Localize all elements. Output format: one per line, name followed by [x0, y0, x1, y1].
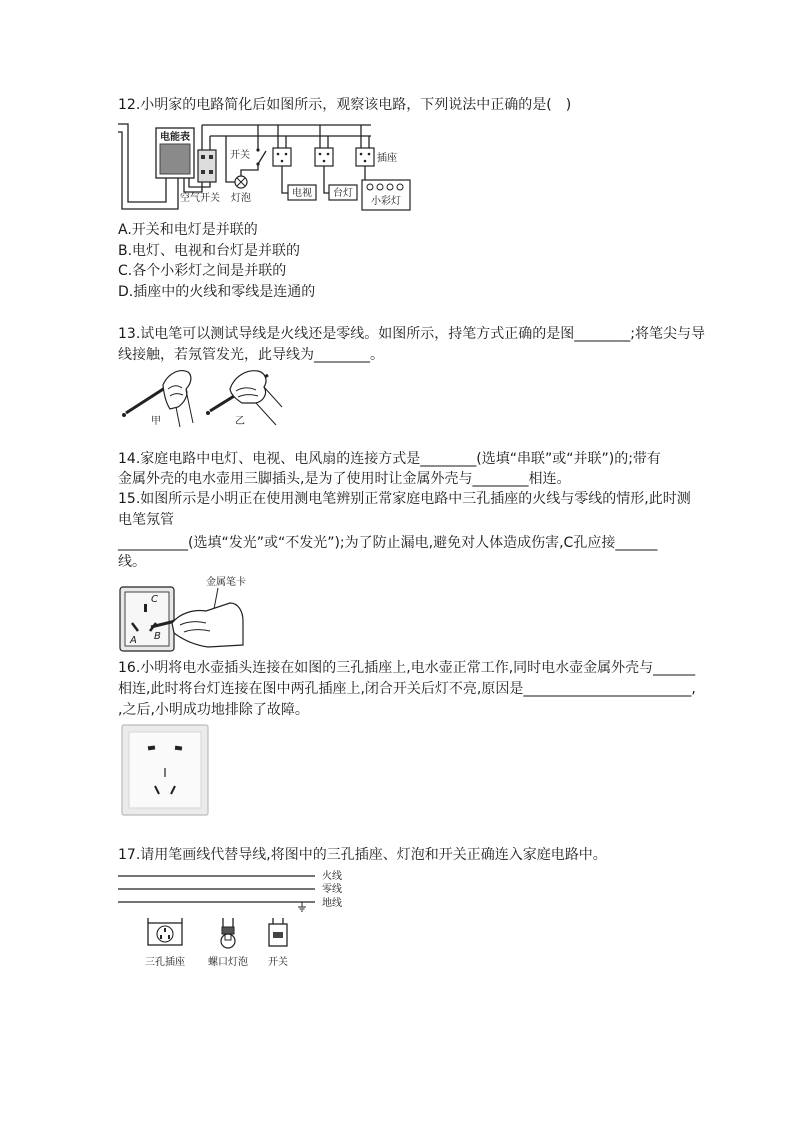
switch-label: 开关 — [230, 150, 250, 161]
bulb-screw-base — [222, 927, 234, 934]
question-16-stem: 16.小明将电水壶插头连接在如图的三孔插座上,电水壶正常工作,同时电水壶金属外壳与______ — [118, 660, 696, 676]
socket-label: 三孔插座 — [145, 957, 185, 968]
pen-tip — [122, 413, 126, 417]
string-lights-label: 小彩灯 — [371, 196, 401, 207]
figure-label-jia: 甲 — [151, 416, 161, 427]
mini-bulb-icon — [367, 184, 373, 190]
socket-hole — [360, 153, 363, 156]
question-14-stem: 14.家庭电路中电灯、电视、电风扇的连接方式是________(选填“串联”或“并联”)的;带有 — [118, 451, 661, 467]
option-c: C.各个小彩灯之间是并联的 — [118, 263, 287, 279]
leader-line — [214, 588, 218, 609]
energy-meter-display — [160, 144, 190, 174]
bulb-label: 螺口灯泡 — [208, 957, 248, 968]
question-15-stem: __________(选填“发光”或“不发光”);为了防止漏电,避免对人体造成伤害,C孔应接______ — [118, 535, 658, 551]
mini-bulb-icon — [397, 184, 403, 190]
tv-cord — [282, 166, 288, 193]
question-12-stem: 12.小明家的电路简化后如图所示，观察该电路，下列说法中正确的是( ) — [118, 97, 572, 113]
question-16-stem: 相连,此时将台灯连接在图中两孔插座上,闭合开关后灯不亮,原因是________________________, — [118, 681, 696, 697]
socket-hole — [281, 160, 284, 163]
screw-bulb-icon — [221, 934, 235, 948]
socket-hole — [323, 160, 326, 163]
figure-label-yi: 乙 — [235, 416, 245, 427]
option-d: D.插座中的火线和零线是连通的 — [118, 284, 316, 300]
mini-bulb-icon — [377, 184, 383, 190]
air-switch-terminal — [209, 155, 213, 159]
question-15-stem: 线。 — [118, 554, 146, 570]
hole-label-b: B — [154, 631, 161, 642]
socket-hole — [160, 935, 162, 939]
question-13-stem: 线接触，若氖管发光，此导线为________。 — [118, 347, 384, 363]
switch-contact — [256, 148, 259, 151]
switch-to-bulb-wire — [241, 164, 258, 176]
socket-icon — [273, 148, 291, 166]
socket-label: 插座 — [377, 153, 397, 164]
q17-wiring-figure — [118, 866, 348, 970]
ground-symbol-icon — [298, 902, 306, 911]
socket-icon — [315, 148, 333, 166]
outlet-hole — [164, 768, 166, 777]
socket-icon — [356, 148, 374, 166]
socket-hole — [285, 153, 288, 156]
q15-socket-pen-figure — [118, 573, 248, 655]
switch-label: 开关 — [268, 957, 288, 968]
air-switch-box — [198, 150, 216, 182]
q12-circuit-figure — [118, 120, 413, 215]
option-a: A.开关和电灯是并联的 — [118, 222, 258, 238]
socket-hole — [277, 153, 280, 156]
mini-bulb-icon — [387, 184, 393, 190]
socket-hole — [327, 153, 330, 156]
question-14-stem: 金属外壳的电水壶用三脚插头,是为了使用时让金属外壳与________相连。 — [118, 471, 571, 487]
bulb-label: 灯泡 — [231, 193, 251, 204]
energy-meter-label: 电能表 — [160, 132, 190, 143]
option-b: B.电灯、电视和台灯是并联的 — [118, 243, 301, 259]
socket-hole — [368, 153, 371, 156]
question-17-stem: 17.请用笔画线代替导线,将图中的三孔插座、灯泡和开关正确连入家庭电路中。 — [118, 847, 607, 863]
socket-hole — [319, 153, 322, 156]
socket-hole — [168, 935, 170, 939]
hand-icon — [163, 371, 191, 409]
lamp-label: 台灯 — [333, 188, 353, 199]
question-13-stem: 13.试电笔可以测试导线是火线还是零线。如图所示，持笔方式正确的是图________;将笔尖与导 — [118, 326, 705, 342]
socket-hole — [164, 928, 166, 932]
air-switch-label: 空气开关 — [180, 193, 220, 204]
ground-wire-label: 地线 — [322, 898, 342, 909]
lamp-cord — [324, 166, 329, 193]
question-16-stem: ,之后,小明成功地排除了故障。 — [118, 702, 309, 718]
hole-label-a: A — [130, 635, 137, 646]
air-switch-terminal — [201, 170, 205, 174]
neutral-wire-label: 零线 — [322, 884, 342, 895]
q16-outlet-figure — [121, 724, 209, 816]
question-15-stem: 15.如图所示是小明正在使用测电笔辨别正常家庭电路中三孔插座的火线与零线的情形,此时测 — [118, 491, 691, 507]
question-15-stem: 电笔氖管 — [118, 512, 174, 528]
hand-icon — [172, 603, 243, 647]
hole-c — [144, 604, 147, 612]
hand-icon — [230, 371, 266, 403]
switch-blade — [258, 151, 266, 164]
q13-pen-grip-figure — [118, 363, 288, 429]
air-switch-terminal — [201, 155, 205, 159]
pen-tip — [206, 411, 210, 415]
air-switch-terminal — [209, 170, 213, 174]
socket-hole — [364, 160, 367, 163]
switch-rocker — [273, 932, 283, 938]
tv-label: 电视 — [292, 188, 312, 199]
metal-clip-label: 金属笔卡 — [206, 577, 246, 588]
hole-label-c: C — [151, 594, 158, 605]
live-wire-label: 火线 — [322, 871, 342, 882]
